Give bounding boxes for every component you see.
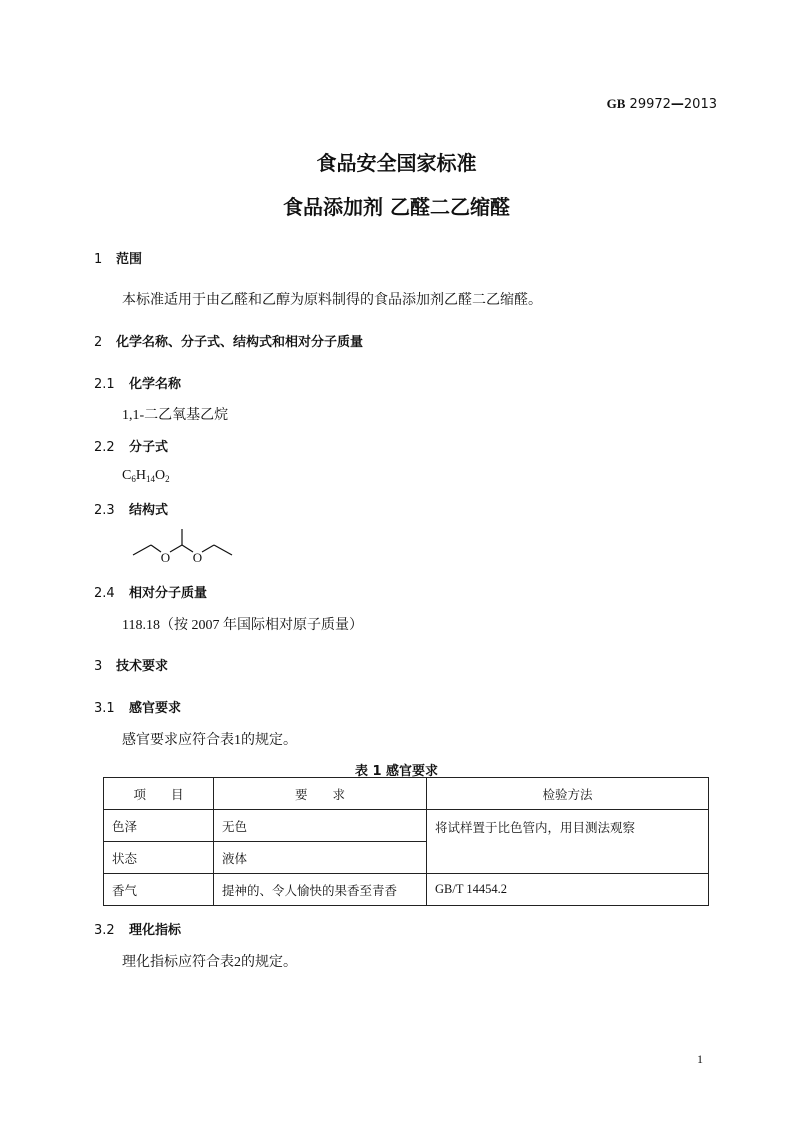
sensory-requirements-table bbox=[103, 777, 709, 906]
section-3-heading bbox=[94, 655, 168, 674]
section-title: 化学名称 bbox=[129, 377, 182, 392]
section-title: 技术要求 bbox=[116, 659, 169, 674]
formula-count-h: 14 bbox=[145, 474, 155, 484]
section-number: 2 bbox=[94, 335, 103, 350]
chemical-name: 1,1-二乙氧基乙烷 bbox=[122, 408, 229, 423]
table-row bbox=[104, 874, 709, 906]
table-1-caption: 表 1 感官要求 bbox=[354, 764, 439, 779]
table-header-item: 项 目 bbox=[104, 778, 214, 810]
section-title: 分子式 bbox=[129, 440, 169, 455]
table-cell-method: GB/T 14454.2 bbox=[427, 874, 709, 906]
table-cell-item: 色泽 bbox=[104, 810, 214, 842]
section-number: 2.1 bbox=[94, 377, 115, 392]
section-number: 3.2 bbox=[94, 923, 115, 938]
page-title: 食品安全国家标准 bbox=[316, 151, 477, 175]
section-2-heading bbox=[94, 331, 363, 350]
section-number: 3.1 bbox=[94, 701, 115, 716]
standard-code-prefix: GB bbox=[606, 96, 626, 111]
section-title: 感官要求 bbox=[129, 701, 182, 716]
table-header-method: 检验方法 bbox=[427, 778, 709, 810]
section-number: 2.2 bbox=[94, 440, 115, 455]
section-1-text: 本标准适用于由乙醛和乙醇为原料制得的食品添加剂乙醛二乙缩醛。 bbox=[122, 293, 542, 308]
oxygen-atom-label: O bbox=[160, 550, 171, 565]
section-number: 2.3 bbox=[94, 503, 115, 518]
bond-o-ch-left bbox=[170, 545, 182, 552]
table-cell-item: 状态 bbox=[104, 842, 214, 874]
section-2-1-heading bbox=[94, 373, 181, 392]
table-header-requirement: 要 求 bbox=[214, 778, 427, 810]
section-1-heading bbox=[94, 248, 142, 267]
section-title: 理化指标 bbox=[129, 923, 182, 938]
table-cell-method-merged: 将试样置于比色管内，用目测法观察 bbox=[427, 810, 709, 874]
table-row bbox=[104, 810, 709, 842]
section-2-4-heading bbox=[94, 582, 207, 601]
section-title: 化学名称、分子式、结构式和相对分子质量 bbox=[116, 335, 364, 350]
page-number: 1 bbox=[697, 1052, 703, 1066]
table-cell-requirement: 液体 bbox=[214, 842, 427, 874]
molecular-formula bbox=[122, 468, 170, 484]
section-2-2-heading bbox=[94, 436, 168, 455]
molecular-weight: 118.18（按 2007 年国际相对原子质量） bbox=[122, 618, 363, 633]
section-number: 3 bbox=[94, 659, 103, 674]
oxygen-atom-label: O bbox=[192, 550, 203, 565]
section-title: 范围 bbox=[116, 252, 143, 267]
bond-ch-o-right bbox=[182, 545, 193, 552]
formula-count-o: 2 bbox=[165, 474, 170, 484]
standard-code-number: 29972 bbox=[629, 97, 671, 112]
formula-element-c: C bbox=[122, 468, 132, 483]
bond-ch3-ch2-left bbox=[133, 545, 151, 555]
section-3-1-heading bbox=[94, 697, 181, 716]
standard-code bbox=[607, 96, 717, 112]
section-3-2-text: 理化指标应符合表2的规定。 bbox=[122, 955, 297, 970]
table-cell-requirement: 提神的、令人愉快的果香至青香 bbox=[214, 874, 427, 906]
standard-code-dash: — bbox=[670, 97, 684, 112]
table-cell-requirement: 无色 bbox=[214, 810, 427, 842]
formula-element-o: O bbox=[154, 468, 166, 483]
section-number: 2.4 bbox=[94, 586, 115, 601]
structural-formula-bonds bbox=[133, 529, 232, 555]
page-subtitle: 食品添加剂 乙醛二乙缩醛 bbox=[283, 195, 510, 219]
section-3-2-heading bbox=[94, 919, 181, 938]
section-number: 1 bbox=[94, 252, 103, 267]
structural-formula bbox=[125, 525, 240, 567]
section-2-3-heading bbox=[94, 499, 168, 518]
section-3-1-text: 感官要求应符合表1的规定。 bbox=[122, 733, 297, 748]
table-header-row bbox=[104, 778, 709, 810]
standard-code-year: 2013 bbox=[683, 97, 717, 112]
formula-count-c: 6 bbox=[131, 474, 136, 484]
table-cell-item: 香气 bbox=[104, 874, 214, 906]
section-title: 结构式 bbox=[129, 503, 169, 518]
bond-ch2-ch3-right bbox=[214, 545, 232, 555]
bond-ch2-o-left bbox=[151, 545, 161, 552]
formula-element-h: H bbox=[135, 468, 146, 483]
section-title: 相对分子质量 bbox=[129, 586, 208, 601]
bond-o-ch2-right bbox=[202, 545, 214, 552]
